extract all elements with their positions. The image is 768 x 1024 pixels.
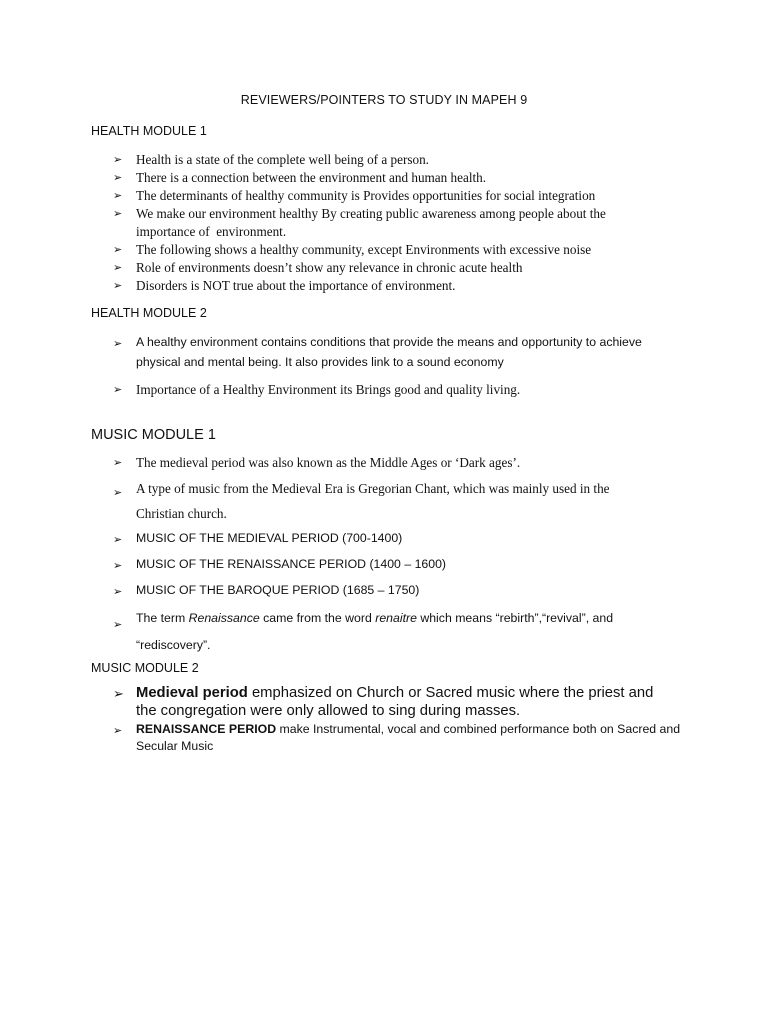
list-item: ➢ Importance of a Healthy Environment its Brings good and quality living. [113, 382, 521, 397]
list-item: ➢ Role of environments doesn’t show any relevance in chronic acute health [113, 260, 523, 275]
bullet-arrow-icon: ➢ [113, 687, 124, 702]
music-module-1-heading: MUSIC MODULE 1 [91, 427, 216, 443]
music-module-2-heading: MUSIC MODULE 2 [91, 661, 199, 675]
bullet-arrow-icon: ➢ [113, 279, 123, 292]
list-item: ➢ MUSIC OF THE MEDIEVAL PERIOD (700-1400) [113, 528, 683, 548]
list-item: ➢ MUSIC OF THE BAROQUE PERIOD (1685 – 1750) [113, 580, 683, 600]
bullet-arrow-icon: ➢ [113, 261, 123, 274]
bullet-arrow-icon: ➢ [113, 243, 123, 256]
list-item: ➢ Disorders is NOT true about the importance of environment. [113, 278, 456, 293]
list-item: ➢ The medieval period was also known as the Middle Ages or ‘Dark ages’. [113, 455, 521, 470]
bullet-arrow-icon: ➢ [113, 559, 123, 572]
bullet-arrow-icon: ➢ [113, 383, 123, 396]
health-module-1-heading: HEALTH MODULE 1 [91, 124, 207, 138]
renaissance-period-term: RENAISSANCE PERIOD [136, 722, 277, 736]
bullet-arrow-icon: ➢ [113, 337, 123, 350]
list-item: ➢ A healthy environment contains conditions that provide the means and opportunity to achieve physical and mental being. It also provides link to a sound economy [113, 335, 642, 369]
word-renaitre: renaitre [375, 611, 417, 625]
term-renaissance: Renaissance [188, 611, 260, 625]
list-item: ➢ Health is a state of the complete well being of a person. [113, 152, 429, 167]
list-item: ➢ There is a connection between the environment and human health. [113, 170, 487, 185]
bullet-arrow-icon: ➢ [113, 618, 123, 631]
list-item: ➢ MUSIC OF THE RENAISSANCE PERIOD (1400 – 1600) [113, 554, 683, 574]
bullet-arrow-icon: ➢ [113, 153, 123, 166]
bullet-arrow-icon: ➢ [113, 585, 123, 598]
bullet-arrow-icon: ➢ [113, 171, 123, 184]
bullet-arrow-icon: ➢ [113, 207, 123, 220]
list-item: ➢ We make our environment healthy By creating public awareness among people about the importance of environment. [113, 206, 610, 239]
document-title: REVIEWERS/POINTERS TO STUDY IN MAPEH 9 [240, 93, 528, 107]
bullet-arrow-icon: ➢ [113, 486, 123, 499]
health-module-2-heading: HEALTH MODULE 2 [91, 306, 207, 320]
list-item: ➢ A type of music from the Medieval Era is Gregorian Chant, which was mainly used in the Christian church. [113, 481, 610, 521]
list-item: ➢ The following shows a healthy community, except Environments with excessive noise [113, 242, 592, 257]
bullet-arrow-icon: ➢ [113, 456, 123, 469]
list-item: ➢ The term Renaissance came from the word renaitre which means “rebirth”,“revival”, and “rediscovery”. [113, 611, 614, 652]
list-item: ➢ RENAISSANCE PERIOD make Instrumental, vocal and combined performance both on Sacred and Secular Music [113, 722, 681, 753]
bullet-arrow-icon: ➢ [113, 189, 123, 202]
list-item: ➢ The determinants of healthy community is Provides opportunities for social integration [113, 188, 596, 203]
bullet-arrow-icon: ➢ [113, 724, 123, 737]
list-item: ➢ Medieval period emphasized on Church or Sacred music where the priest and the congregation were only allowed to sing during masses. [113, 685, 654, 719]
medieval-period-term: Medieval period [136, 685, 248, 701]
bullet-arrow-icon: ➢ [113, 533, 123, 546]
